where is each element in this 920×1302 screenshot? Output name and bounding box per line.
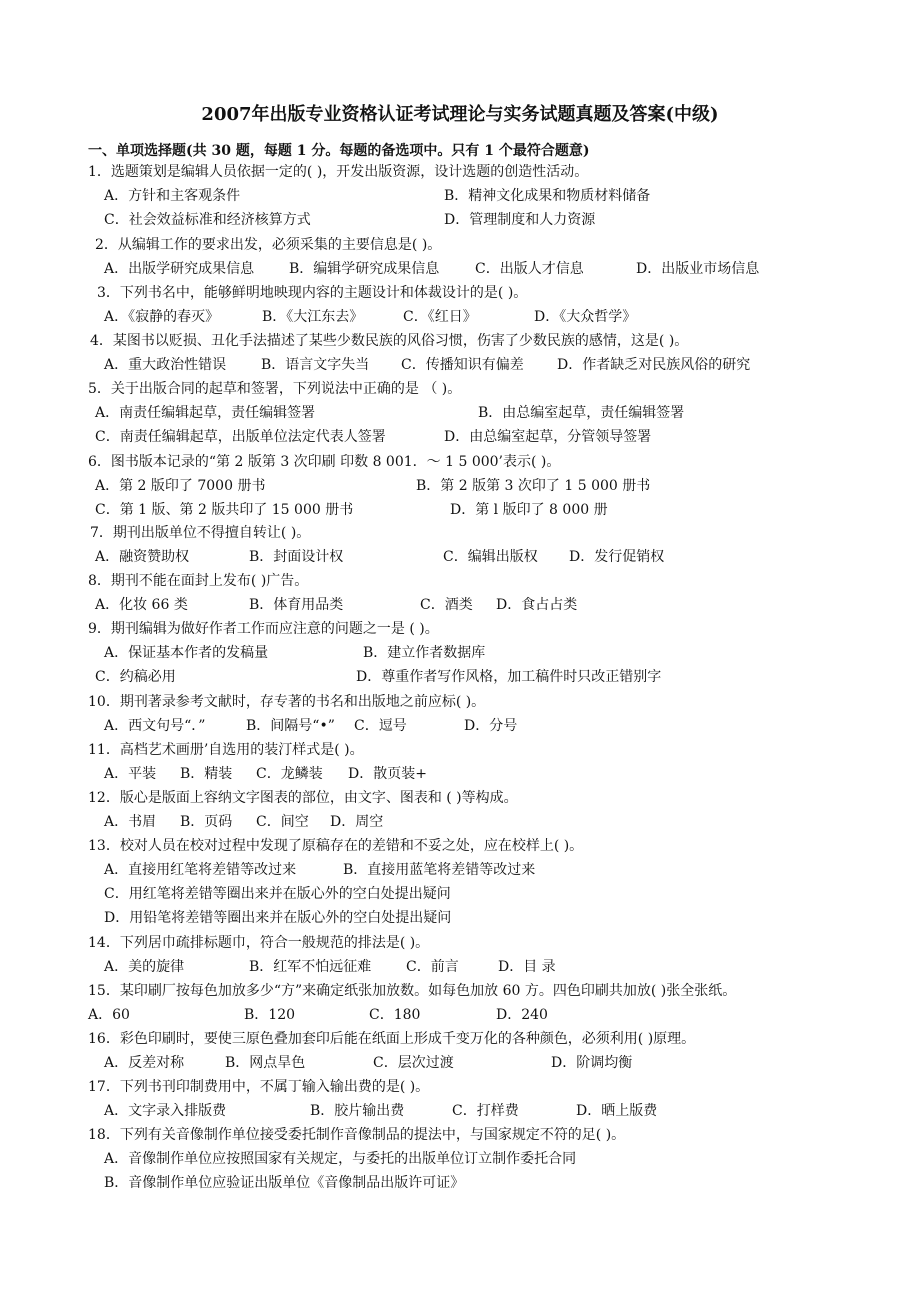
answer-option: A．重大政治性错误 — [104, 357, 227, 373]
answer-option: B．红军不怕远征难 — [249, 959, 372, 975]
answer-option: B．体育用品类 — [249, 597, 344, 613]
answer-option: B．网点旱色 — [225, 1055, 306, 1071]
question-stem: 15．某印刷厂按每色加放多少“方”来确定纸张加放数。如每色加放 60 方。四色印刷共加放( )张全张纸。 — [88, 983, 737, 999]
answer-option: A．西文句号“．” — [104, 718, 206, 734]
answer-option: D．目 录 — [498, 959, 556, 975]
answer-option: C．龙鳞装 — [256, 766, 323, 782]
question-stem: 17．下列书刊印制费用中，不属丁输入输出费的是( )。 — [88, 1079, 430, 1095]
document-title: 2007年出版专业资格认证考试理论与实务试题真题及答案(中级) — [201, 104, 719, 125]
answer-option: C．前言 — [406, 959, 459, 975]
question-stem: 11．高档艺术画册’自选用的装汀样式是( )。 — [88, 742, 364, 758]
question-stem: 14．下列居巾疏排标题巾，符合一般规范的排法是( )。 — [88, 935, 430, 951]
answer-option: B．语言文字失当 — [261, 357, 370, 373]
answer-option: A．音像制作单位应按照国家有关规定，与委托的出版单位订立制作委托合同 — [104, 1151, 577, 1167]
answer-option: D．240 — [496, 1007, 548, 1023]
answer-option: A．60 — [88, 1007, 130, 1023]
answer-option: D．尊重作者写作风格，加工稿件时只改正错别字 — [356, 669, 662, 685]
answer-option: D．第 l 版印了 8 000 册 — [450, 502, 608, 518]
answer-option: B．直接用蓝笔将差错等改过来 — [343, 862, 536, 878]
answer-option: A．第 2 版印了 7000 册书 — [95, 478, 266, 494]
question-stem: 6．图书版本记录的“第 2 版第 3 次印刷 印数 8 001．～ 1 5 000’表示( )。 — [88, 454, 561, 470]
answer-option: A．平装 — [104, 766, 157, 782]
question-stem: 4．某图书以贬损、丑化手法描述了某些少数民族的风俗习惯，伤害了少数民族的感情，这是( )。 — [90, 333, 689, 349]
answer-option: B．《大江东去》 — [262, 309, 364, 325]
answer-option: A．化妆 66 类 — [95, 597, 188, 613]
answer-option: D．用铅笔将差错等圈出来并在版心外的空白处提出疑问 — [104, 910, 452, 926]
answer-option: C．《红日》 — [403, 309, 477, 325]
answer-option: A．保证基本作者的发稿量 — [104, 645, 269, 661]
question-stem: 9．期刊编辑为做好作者工作而应注意的问题之一是 ( )。 — [88, 621, 439, 637]
answer-option: B．封面设计权 — [249, 549, 344, 565]
answer-option: A．出版学研究成果信息 — [104, 261, 255, 277]
answer-option: B．精装 — [180, 766, 233, 782]
answer-option: B．第 2 版第 3 次印了 1 5 000 册书 — [416, 478, 651, 494]
answer-option: A．《寂静的春灭》 — [104, 309, 220, 325]
answer-option: B．胶片输出费 — [310, 1103, 405, 1119]
answer-option: C．逗号 — [354, 718, 407, 734]
answer-option: D．出版业市场信息 — [636, 261, 760, 277]
answer-option: C．间空 — [256, 814, 309, 830]
answer-option: A．直接用红笔将差错等改过来 — [104, 862, 297, 878]
answer-option: C．打样费 — [452, 1103, 519, 1119]
answer-option: C．传播知识有偏差 — [401, 357, 524, 373]
answer-option: A．美的旋律 — [104, 959, 185, 975]
question-stem: 5．关于出版合同的起草和签署，下列说法中正确的是 （ )。 — [88, 381, 462, 397]
question-stem: 3．下列书名中，能够鲜明地映现内容的主题设计和体裁设计的是( )。 — [97, 285, 528, 301]
question-stem: 7．期刊出版单位不得擅自转让( )。 — [90, 525, 311, 541]
answer-option: D．作者缺乏对民族风俗的研究 — [557, 357, 751, 373]
question-stem: 10．期刊著录参考文献时，存专著的书名和出版地之前应标( )。 — [88, 694, 486, 710]
answer-option: D．《大众哲学》 — [534, 309, 637, 325]
answer-option: D．食占占类 — [496, 597, 578, 613]
answer-option: B．间隔号“•” — [246, 718, 335, 734]
section-header: 一、单项选择题(共 30 题，每题 1 分。每题的备选项中。只有 1 个最符合题意) — [88, 143, 590, 159]
question-stem: 1．选题策划是编辑人员依据一定的( )，开发出版资源，设计选题的创造性活动。 — [88, 164, 589, 180]
answer-option: A．南责任编辑起草，责任编辑签署 — [95, 405, 316, 421]
answer-option: A．反差对称 — [104, 1055, 185, 1071]
answer-option: B．建立作者数据库 — [363, 645, 486, 661]
answer-option: C．层次过渡 — [373, 1055, 454, 1071]
answer-option: C．约稿必用 — [95, 669, 176, 685]
question-stem: 2．从编辑工作的要求出发，必须采集的主要信息是( )。 — [95, 237, 442, 253]
question-stem: 13．校对人员在校对过程中发现了原稿存在的差错和不妥之处，应在校样上( )。 — [88, 838, 584, 854]
answer-option: C．编辑出版权 — [443, 549, 538, 565]
answer-option: C．南责任编辑起草，出版单位法定代表人签署 — [95, 429, 386, 445]
answer-option: D．晒上版费 — [576, 1103, 658, 1119]
answer-option: B．页码 — [180, 814, 233, 830]
answer-option: D．散页装+ — [348, 766, 427, 782]
answer-option: C．180 — [369, 1007, 421, 1023]
answer-option: D．周空 — [330, 814, 384, 830]
answer-option: C．社会效益标准和经济核算方式 — [104, 212, 311, 228]
answer-option: B．音像制作单位应验证出版单位《音像制品出版许可证》 — [104, 1175, 465, 1191]
answer-option: A．书眉 — [104, 814, 157, 830]
answer-option: D．阶调均衡 — [551, 1055, 633, 1071]
question-stem: 18．下列有关音像制作单位接受委托制作音像制品的提法中，与国家规定不符的足( )。 — [88, 1127, 626, 1143]
answer-option: B．编辑学研究成果信息 — [289, 261, 440, 277]
answer-option: D．分号 — [464, 718, 518, 734]
answer-option: B．120 — [244, 1007, 296, 1023]
question-stem: 12．版心是版面上容纳文字图表的部位，由文字、图表和 ( )等构成。 — [88, 790, 518, 806]
answer-option: B．精神文化成果和物质材料储备 — [444, 188, 651, 204]
answer-option: D．管理制度和人力资源 — [444, 212, 596, 228]
answer-option: B．由总编室起草，责任编辑签署 — [478, 405, 685, 421]
answer-option: C．用红笔将差错等圈出来并在版心外的空白处提出疑问 — [104, 886, 451, 902]
answer-option: A．文字录入排版费 — [104, 1103, 227, 1119]
answer-option: C．酒类 — [420, 597, 473, 613]
answer-option: C．出版人才信息 — [475, 261, 584, 277]
answer-option: A．方针和主客观条件 — [104, 188, 241, 204]
question-stem: 8．期刊不能在面封上发布( )广告。 — [88, 573, 309, 589]
answer-option: C．第 1 版、第 2 版共印了 15 000 册书 — [95, 502, 354, 518]
question-stem: 16．彩色印刷时，要使三原色叠加套印后能在纸面上形成千变万化的各种颜色，必须利用( )原理。 — [88, 1031, 696, 1047]
answer-option: D．发行促销权 — [569, 549, 665, 565]
answer-option: A．融资赞助权 — [95, 549, 190, 565]
answer-option: D．由总编室起草，分管领导签署 — [444, 429, 652, 445]
